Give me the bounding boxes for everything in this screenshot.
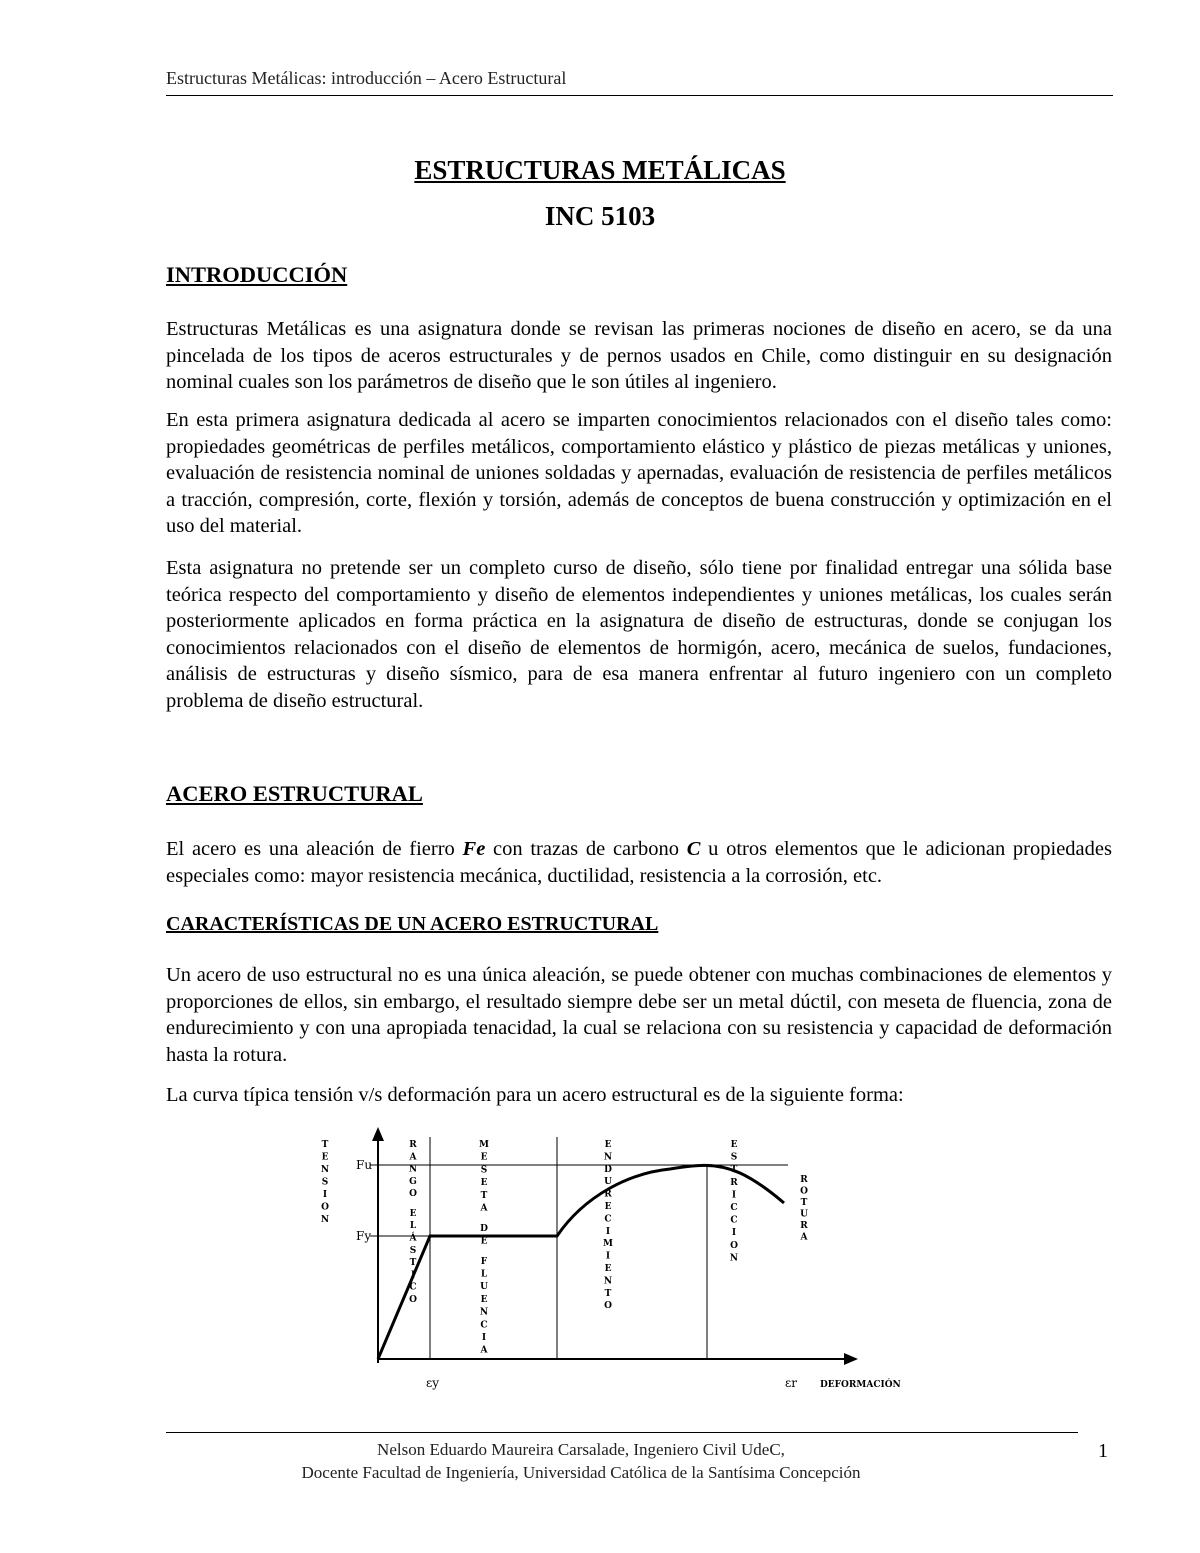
running-header: Estructuras Metálicas: introducción – Acero Estructural — [166, 68, 1113, 96]
document-title: ESTRUCTURAS METÁLICAS — [414, 155, 786, 185]
intro-paragraph-1: Estructuras Metálicas es una asignatura donde se revisan las primeras nociones de diseño en acero, se da una pincelada de los tipos de aceros estructurales y de pernos usados en Chile, como distinguir en su designación nominal cuales son los parámetros de diseño que le son útiles al ingeniero. — [166, 318, 1112, 394]
region-label-3: E N D U R E C I M I E N T O — [603, 1140, 613, 1312]
y-axis-arrow — [372, 1127, 384, 1141]
section-heading-acero-estructural: ACERO ESTRUCTURAL — [166, 781, 423, 806]
x-axis-arrow — [844, 1353, 858, 1365]
section-heading-caracteristicas: CARACTERÍSTICAS DE UN ACERO ESTRUCTURAL — [166, 913, 659, 935]
stress-strain-curve — [378, 1165, 784, 1359]
acero-paragraph — [166, 836, 1112, 889]
stress-strain-chart — [300, 1125, 920, 1400]
symbol-fe: Fe — [462, 838, 486, 860]
intro-paragraph-2: En esta primera asignatura dedicada al acero se imparten conocimientos relacionados con el diseño tales como: propiedades geométricas de perfiles metálicos, comportamiento elástico y plástico de piezas metálicas y uniones, evaluación de resistencia nominal de uniones soldadas y apernadas, evaluación de resistencia de perfiles metálicos a tracción, compresión, corte, flexión y torsión, además de conceptos de buena construcción y optimización en el uso del material. — [166, 409, 1112, 538]
intro-paragraph-3: Esta asignatura no pretende ser un completo curso de diseño, sólo tiene por finalidad entregar una sólida base teórica respecto del comportamiento y diseño de elementos independientes y uniones metálicas, los cuales serán posteriormente aplicados en forma práctica en la asignatura de diseño de estructuras, donde se conjugan los conocimientos relacionados con el diseño de elementos de hormigón, acero, mecánica de suelos, fundaciones, análisis de estructuras y diseño sísmico, para de esa manera enfrentar al futuro ingeniero con un completo problema de diseño estructural. — [166, 557, 1112, 712]
course-code: INC 5103 — [544, 201, 656, 231]
tick-label-fu: Fu — [356, 1158, 373, 1172]
footer-rule — [166, 1432, 1078, 1433]
y-axis-label: T E N S I O N — [320, 1140, 330, 1225]
tick-label-fy: Fy — [356, 1229, 372, 1243]
footer-affiliation: Docente Facultad de Ingeniería, Universidad Católica de la Santísima Concepción — [301, 1463, 861, 1482]
footer-author: Nelson Eduardo Maureira Carsalade, Ingeniero Civil UdeC, — [377, 1440, 785, 1459]
acero-text-a: El acero es una aleación de fierro — [166, 838, 463, 860]
region-label-5: R O T U R A — [800, 1175, 808, 1243]
region-label-1: R A N G O E L Á S T I C O — [408, 1140, 418, 1305]
acero-text-d: u otros elementos que le adicionan propiedades especiales como: mayor resistencia mecánica, ductilidad, resistencia a la corrosión, etc. — [166, 838, 1112, 887]
x-axis-label: DEFORMACIÓN — [820, 1380, 901, 1390]
caracteristicas-paragraph-2: La curva típica tensión v/s deformación para un acero estructural es de la siguiente forma: — [166, 1084, 904, 1106]
acero-text-b: con trazas de carbono — [485, 838, 687, 860]
symbol-c: C — [686, 838, 701, 860]
tick-label-ey: εy — [426, 1376, 439, 1390]
page-number: 1 — [1098, 1440, 1108, 1462]
region-label-2: M E S E T A D E F L U E N C I A — [479, 1140, 489, 1356]
region-label-4: E S T R I C C I O N — [729, 1140, 739, 1264]
tick-label-er: εr — [785, 1376, 797, 1390]
caracteristicas-paragraph-1: Un acero de uso estructural no es una única aleación, se puede obtener con muchas combinaciones de elementos y proporciones de ellos, sin embargo, el resultado siempre debe ser un metal dúctil, con meseta de fluencia, zona de endurecimiento y con una apropiada tenacidad, la cual se relaciona con su resistencia y capacidad de deformación hasta la rotura. — [166, 964, 1112, 1066]
section-heading-introduccion: INTRODUCCIÓN — [166, 262, 348, 287]
